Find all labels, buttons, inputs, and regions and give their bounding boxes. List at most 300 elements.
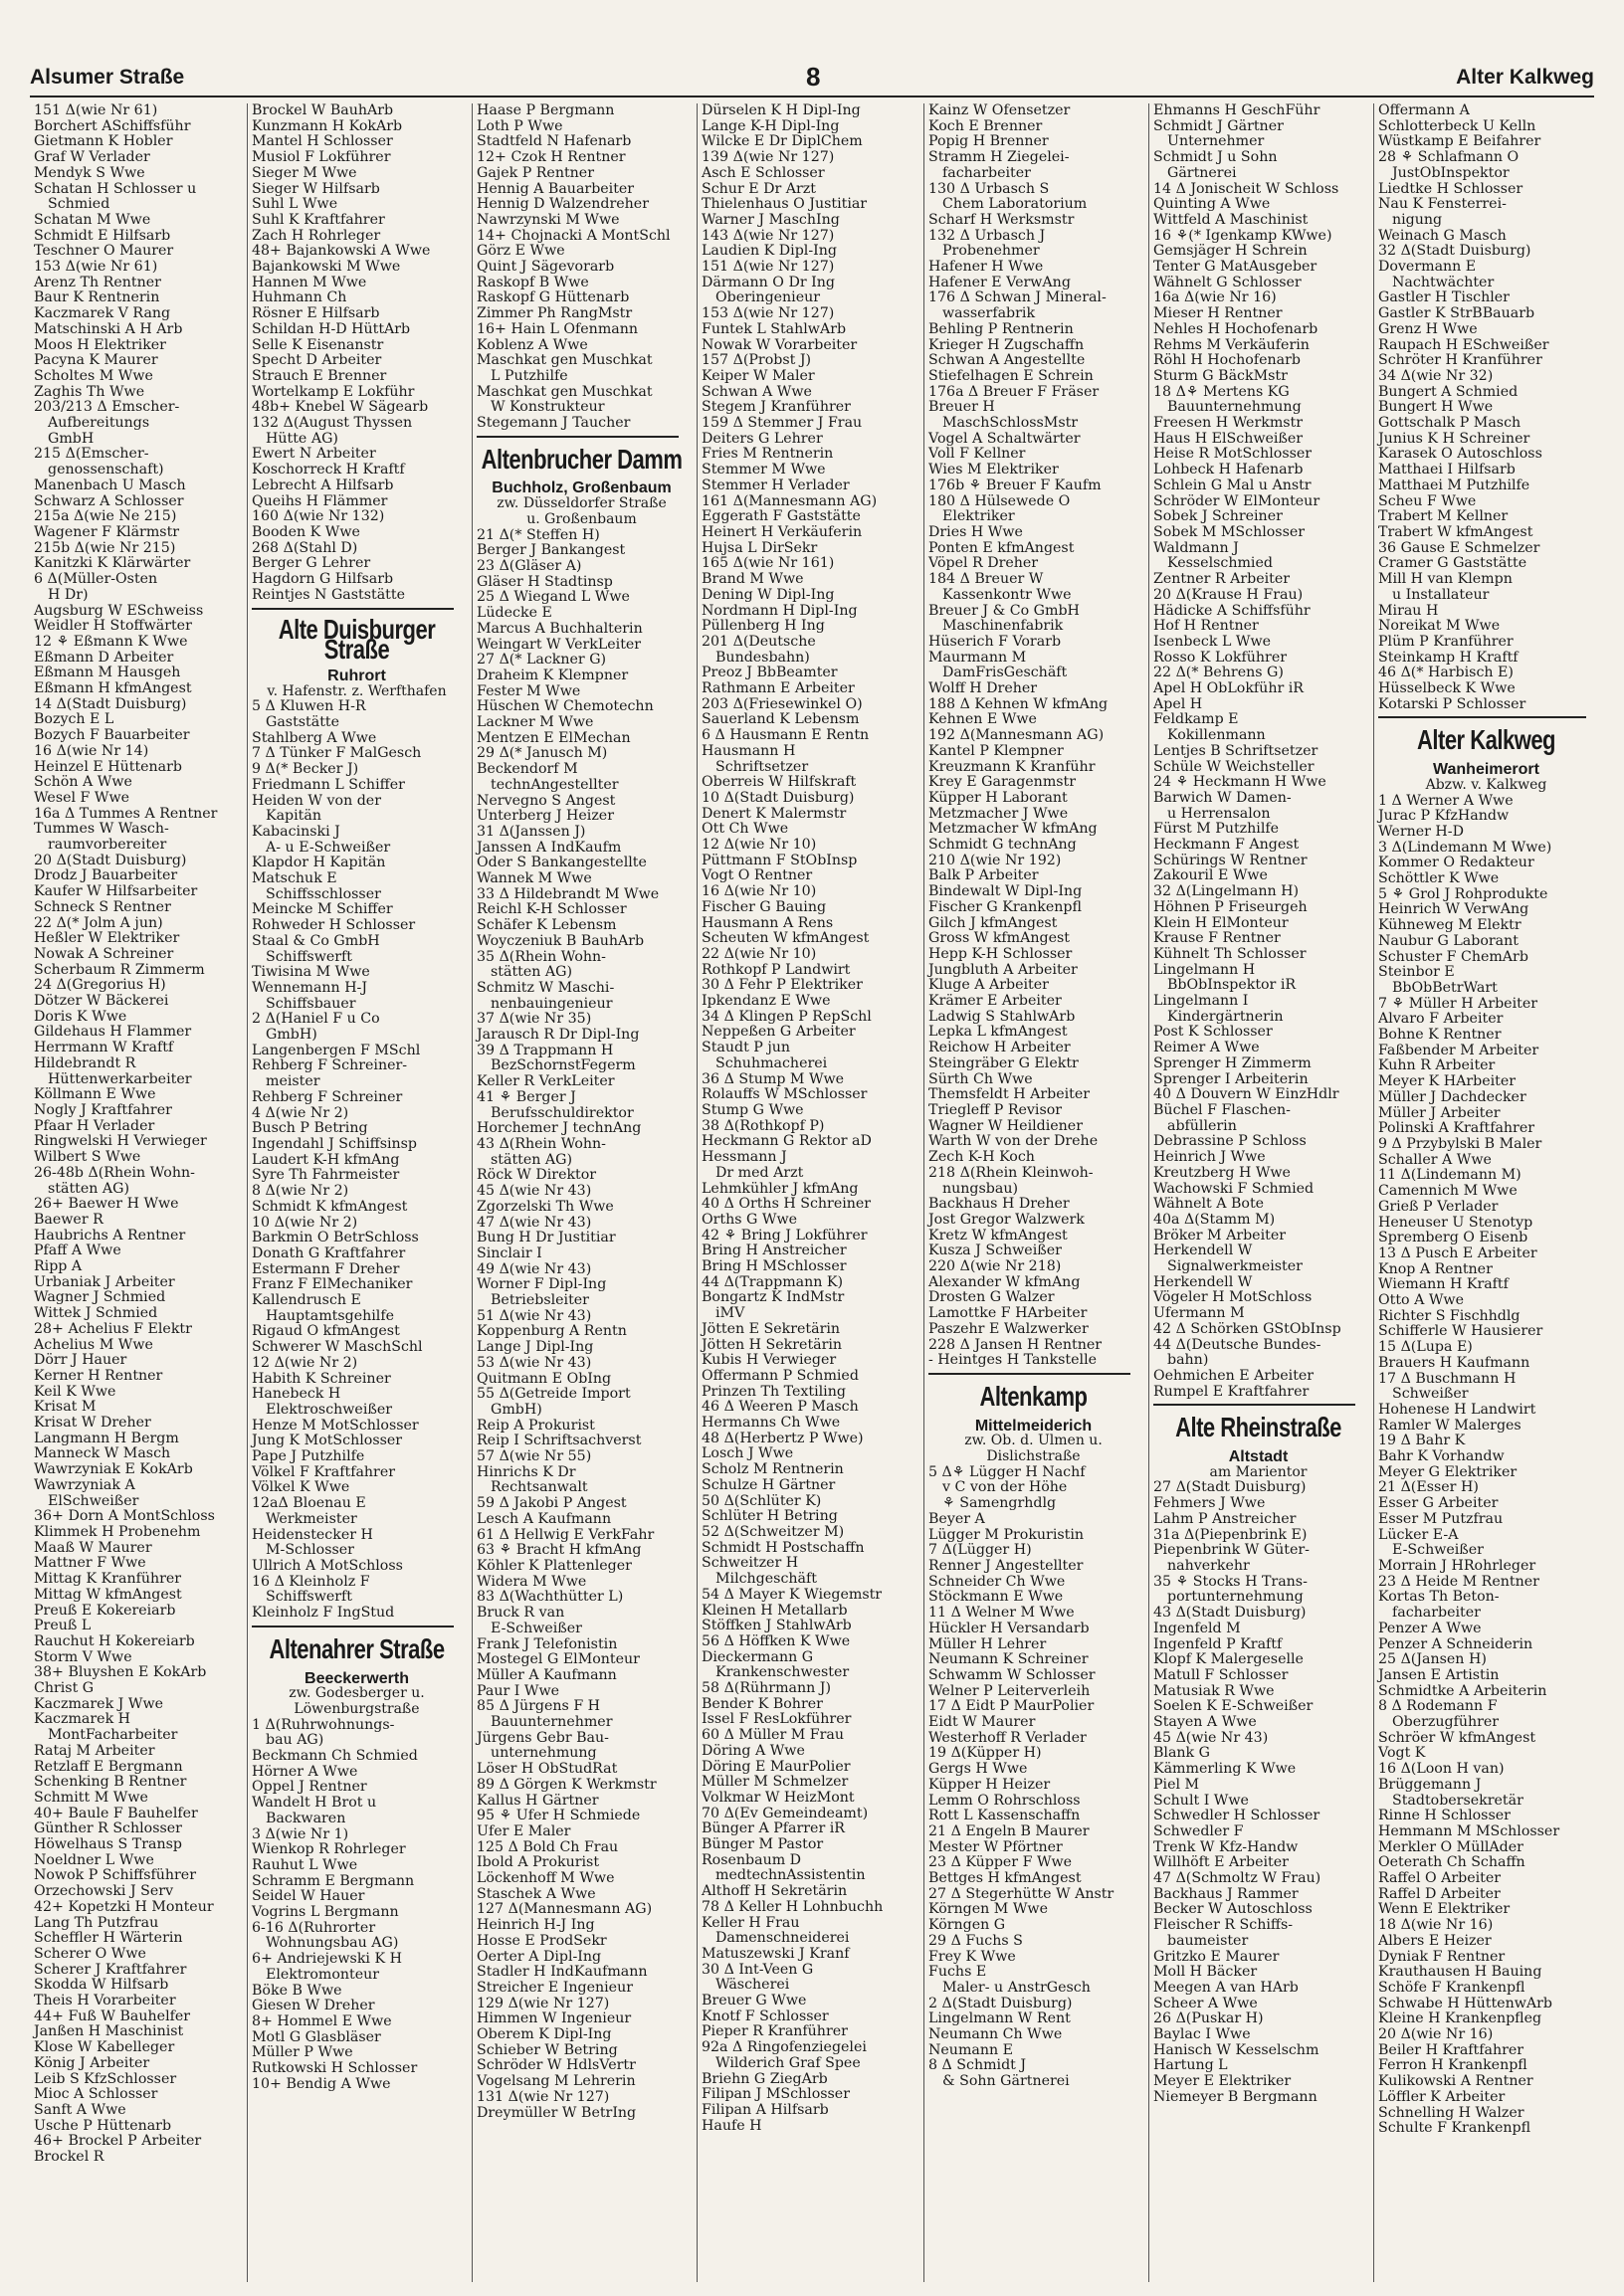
directory-entry: 184 Δ Breuer W bbox=[928, 571, 1044, 588]
directory-entry: Schult I Wwe bbox=[1153, 1792, 1249, 1809]
directory-entry: 48b+ Knebel W Sägearb bbox=[252, 399, 429, 416]
directory-entry: Stadtfeld N Hafenarb bbox=[477, 133, 632, 150]
directory-entry: Breuer G Wwe bbox=[702, 1993, 807, 2009]
directory-entry: Wawrzyniak A bbox=[34, 1476, 135, 1493]
directory-entry: Wesel F Wwe bbox=[34, 789, 130, 806]
directory-entry: Jurac P KfzHandw bbox=[1378, 808, 1510, 825]
directory-entry: 30 Δ Int-Veen G bbox=[702, 1961, 814, 1978]
directory-entry: Jung K MotSchlosser bbox=[252, 1433, 403, 1449]
entry-continuation: Kindergärtnerin bbox=[1167, 1008, 1284, 1025]
directory-entry: Rott L Kassenschaffn bbox=[928, 1808, 1081, 1824]
directory-entry: Mioc A Schlosser bbox=[34, 2086, 158, 2103]
directory-entry: Nogly J Kraftfahrer bbox=[34, 1102, 172, 1118]
directory-entry: Gross W kfmAngest bbox=[928, 930, 1070, 947]
directory-entry: Selle K Eisenanstr bbox=[252, 336, 384, 353]
directory-entry: Schulte F Krankenpfl bbox=[1378, 2120, 1531, 2137]
directory-entry: Bindewalt W Dipl-Ing bbox=[928, 883, 1083, 900]
directory-entry: Bring H MSchlosser bbox=[702, 1258, 847, 1275]
directory-entry: Camennich M Wwe bbox=[1378, 1183, 1518, 1200]
directory-entry: Spremberg O Eisenb bbox=[1378, 1230, 1528, 1246]
directory-entry: Wachowski F Schmied bbox=[1153, 1180, 1315, 1197]
directory-entry: Arenz Th Rentner bbox=[34, 274, 161, 290]
entry-continuation: BbObInspektor iR bbox=[1167, 977, 1297, 994]
directory-entry: Schuster F ChemArb bbox=[1378, 948, 1528, 965]
directory-entry: Wittek J Schmied bbox=[34, 1305, 158, 1322]
directory-entry: Laudien K Dipl-Ing bbox=[702, 243, 837, 260]
directory-entry: Sieger W Hilfsarb bbox=[252, 180, 380, 197]
directory-entry: Rehms M Verkäuferin bbox=[1153, 336, 1310, 353]
directory-entry: Quint J Sägevorarb bbox=[477, 259, 615, 276]
entry-continuation: M-Schlosser bbox=[266, 1542, 354, 1559]
directory-entry: Manenbach U Masch bbox=[34, 477, 186, 493]
directory-entry: Dyniak F Rentner bbox=[1378, 1948, 1506, 1965]
directory-entry: Hafener E VerwAng bbox=[928, 274, 1071, 290]
entry-continuation: bau AG) bbox=[266, 1732, 324, 1749]
directory-entry: 11 Δ(Lindemann M) bbox=[1378, 1167, 1522, 1184]
directory-entry: Matull F Schlosser bbox=[1153, 1666, 1289, 1683]
directory-entry: Bring H Anstreicher bbox=[702, 1243, 847, 1259]
directory-entry: Quitmann E ObIng bbox=[477, 1370, 612, 1387]
directory-entry: Kallus H Gärtner bbox=[477, 1792, 599, 1809]
street-heading: Altenbrucher Damm bbox=[481, 443, 683, 476]
directory-entry: Niemeyer B Bergmann bbox=[1153, 2088, 1318, 2105]
directory-entry: Müller A Kaufmann bbox=[477, 1666, 617, 1683]
directory-entry: Specht D Arbeiter bbox=[252, 352, 382, 369]
directory-entry: Schröter H Kranführer bbox=[1378, 352, 1542, 369]
entry-continuation: Gaststätte bbox=[266, 714, 340, 731]
entry-continuation: Damenschneiderei bbox=[715, 1930, 850, 1947]
directory-entry: Franz F ElMechaniker bbox=[252, 1276, 413, 1293]
street-heading: Alte Rheinstraße bbox=[1175, 1412, 1341, 1443]
directory-entry: Scheu F Wwe bbox=[1378, 492, 1477, 509]
directory-entry: Draheim K Klempner bbox=[477, 667, 629, 683]
entry-continuation: stätten AG) bbox=[491, 964, 573, 981]
entry-continuation: Schmied bbox=[48, 196, 110, 213]
directory-entry: Esser M Putzfrau bbox=[1378, 1510, 1504, 1527]
directory-entry: Herkendell W bbox=[1153, 1243, 1253, 1259]
entry-continuation: technAngestellter bbox=[491, 776, 619, 793]
directory-entry: Sinclair I bbox=[477, 1244, 542, 1261]
directory-entry: Scheffler H Wärterin bbox=[34, 1930, 183, 1947]
entry-continuation: Schiffsschlosser bbox=[266, 885, 381, 902]
directory-entry: Nordmann H Dipl-Ing bbox=[702, 602, 858, 619]
directory-entry: Sieger M Wwe bbox=[252, 164, 357, 181]
directory-entry: Lohbeck H Hafenarb bbox=[1153, 462, 1304, 478]
directory-entry: Woyczeniuk B BauhArb bbox=[477, 932, 645, 949]
directory-entry: Debrassine P Schloss bbox=[1153, 1133, 1307, 1150]
directory-entry: Moll H Bäcker bbox=[1153, 1964, 1258, 1981]
directory-entry: Huhmann Ch bbox=[252, 289, 347, 306]
directory-entry: Weingart W VerkLeiter bbox=[477, 636, 642, 653]
directory-entry: Lingelmann H bbox=[1153, 961, 1256, 978]
directory-entry: Stiefelhagen E Schrein bbox=[928, 367, 1094, 384]
directory-entry: 38 Δ(Rothkopf P) bbox=[702, 1117, 825, 1134]
directory-entry: Piepenbrink W Güter- bbox=[1153, 1542, 1310, 1559]
directory-entry: Paszehr E Walzwerker bbox=[928, 1320, 1089, 1337]
directory-entry: Hanisch W Kesselschm bbox=[1153, 2041, 1320, 2058]
directory-entry: Kämmerling K Wwe bbox=[1153, 1761, 1297, 1778]
directory-entry: Deiters G Lehrer bbox=[702, 430, 823, 447]
directory-entry: Drodz J Bauarbeiter bbox=[34, 867, 178, 884]
directory-entry: Willhöft E Arbeiter bbox=[1153, 1854, 1289, 1871]
directory-entry: Preuß E Kokereiarb bbox=[34, 1602, 176, 1619]
directory-entry: Schmidt J Gärtner bbox=[1153, 117, 1284, 134]
directory-entry: 33 Δ Hildebrandt M Wwe bbox=[477, 885, 660, 902]
directory-entry: Beckmann Ch Schmied bbox=[252, 1748, 418, 1765]
directory-entry: Stramm H Ziegelei- bbox=[928, 149, 1070, 166]
entry-continuation: u Installateur bbox=[1392, 586, 1490, 603]
entry-continuation: H Dr) bbox=[48, 586, 89, 603]
directory-entry: Beyer A bbox=[928, 1510, 985, 1527]
entry-continuation: DamFrisGeschäft bbox=[942, 665, 1068, 681]
directory-entry: Dötzer W Bäckerei bbox=[34, 993, 169, 1010]
directory-entry: Kühneweg M Elektr bbox=[1378, 917, 1522, 934]
directory-entry: Issel F ResLokführer bbox=[702, 1711, 852, 1728]
directory-entry: 29 Δ Fuchs S bbox=[928, 1932, 1023, 1949]
directory-entry: Lücker E-A bbox=[1378, 1526, 1459, 1543]
directory-entry: Ladwig S StahlwArb bbox=[928, 1008, 1076, 1025]
entry-continuation: Oberzugführer bbox=[1392, 1714, 1500, 1731]
directory-entry: Heidenstecker H bbox=[252, 1526, 373, 1543]
directory-entry: Volkmar W HeizMont bbox=[702, 1789, 855, 1806]
directory-entry: 55 Δ(Getreide Import bbox=[477, 1386, 631, 1403]
directory-entry: Fischer G Krankenpfl bbox=[928, 898, 1082, 915]
directory-entry: Püllenberg H Ing bbox=[702, 618, 825, 635]
directory-entry: Neppeßen G Arbeiter bbox=[702, 1024, 856, 1041]
directory-columns bbox=[30, 103, 1594, 2282]
directory-entry: Hüschen W Chemotechn bbox=[477, 698, 654, 715]
directory-entry: Denert K Malermstr bbox=[702, 805, 847, 822]
directory-entry: Koppenburg A Rentn bbox=[477, 1323, 627, 1340]
directory-entry: 44 Δ(Deutsche Bundes- bbox=[1153, 1336, 1321, 1353]
directory-entry: Retzlaff E Bergmann bbox=[34, 1758, 183, 1775]
directory-entry: Müller M Schmelzer bbox=[702, 1774, 849, 1791]
entry-continuation: Oberingenieur bbox=[715, 289, 821, 306]
directory-entry: Schwerer W MaschSchl bbox=[252, 1339, 423, 1356]
directory-entry: 6 Δ Hausmann E Rentn bbox=[702, 727, 870, 744]
directory-entry: Langenbergen F MSchl bbox=[252, 1042, 421, 1058]
directory-entry: Laudert K-H kfmAng bbox=[252, 1151, 400, 1168]
directory-entry: Scheer A Wwe bbox=[1153, 1995, 1258, 2011]
directory-entry: Bettges H kfmAngest bbox=[928, 1870, 1082, 1887]
directory-entry: 176 Δ Schwan J Mineral- bbox=[928, 289, 1107, 306]
directory-entry: 153 Δ(wie Nr 61) bbox=[34, 259, 158, 276]
directory-entry: Mantel H Schlosser bbox=[252, 133, 393, 150]
directory-entry: 34 Δ(wie Nr 32) bbox=[1378, 367, 1494, 384]
directory-entry: 8 Δ Schmidt J bbox=[928, 2057, 1027, 2074]
entry-continuation: medtechnAssistentin bbox=[715, 1867, 866, 1884]
directory-entry: Rumpel E Kraftfahrer bbox=[1153, 1383, 1310, 1400]
entry-continuation: unternehmung bbox=[491, 1745, 597, 1762]
directory-entry: 32 Δ(Stadt Duisburg) bbox=[1378, 243, 1531, 260]
directory-entry: Mentzen E ElMechan bbox=[477, 729, 631, 746]
page-number: 8 bbox=[806, 62, 821, 92]
directory-entry: 24 Δ(Gregorius H) bbox=[34, 977, 166, 994]
directory-entry: Schwarz A Schlosser bbox=[34, 492, 184, 509]
directory-entry: Büchel F Flaschen- bbox=[1153, 1102, 1291, 1118]
directory-entry: Rutkowski H Schlosser bbox=[252, 2060, 418, 2077]
directory-entry: Gastler H Tischler bbox=[1378, 289, 1510, 306]
directory-entry: Becker W Autoschloss bbox=[1153, 1901, 1313, 1918]
directory-entry: Koblenz A Wwe bbox=[477, 336, 588, 353]
column-6 bbox=[1148, 103, 1363, 2282]
directory-entry: Otto A Wwe bbox=[1378, 1292, 1464, 1309]
directory-entry: Eßmann D Arbeiter bbox=[34, 649, 174, 666]
directory-entry: 45 Δ(wie Nr 43) bbox=[1153, 1729, 1269, 1746]
directory-entry: Schmidtke A Arbeiterin bbox=[1378, 1682, 1547, 1699]
directory-entry: Schüle W Weichsteller bbox=[1153, 758, 1315, 775]
directory-entry: 40a Δ(Stamm M) bbox=[1153, 1211, 1276, 1228]
directory-entry: Dries H Wwe bbox=[928, 523, 1023, 540]
directory-entry: Leib S KfzSchlosser bbox=[34, 2070, 177, 2087]
directory-entry: Matusiak R Wwe bbox=[1153, 1682, 1275, 1699]
directory-entry: 28+ Achelius F Elektr bbox=[34, 1320, 192, 1337]
directory-entry: Kulikowski A Rentner bbox=[1378, 2073, 1533, 2090]
directory-entry: Rolauffs W MSchlosser bbox=[702, 1086, 868, 1103]
directory-entry: Himmen W Ingenieur bbox=[477, 2010, 632, 2027]
directory-entry: 57 Δ(wie Nr 55) bbox=[477, 1448, 592, 1465]
directory-entry: Ponten E kfmAngest bbox=[928, 539, 1075, 556]
entry-continuation: Unternehmer bbox=[1167, 133, 1265, 150]
directory-entry: Rothkopf P Landwirt bbox=[702, 961, 851, 978]
entry-continuation: GmbH) bbox=[266, 1027, 317, 1044]
directory-entry: Lehmkühler J kfmAng bbox=[702, 1180, 859, 1197]
directory-entry: Giesen W Dreher bbox=[252, 1998, 375, 2014]
directory-entry: Schön A Wwe bbox=[34, 774, 132, 791]
directory-entry: König J Arbeiter bbox=[34, 2054, 150, 2071]
directory-entry: 31 Δ(Janssen J) bbox=[477, 823, 586, 840]
entry-continuation: JustObInspektor bbox=[1392, 164, 1510, 181]
directory-entry: Sobek M MSchlosser bbox=[1153, 523, 1306, 540]
directory-entry: Dening W Dipl-Ing bbox=[702, 586, 835, 603]
directory-entry: Stöffken J StahlwArb bbox=[702, 1618, 852, 1634]
directory-entry: Meyer G Elektriker bbox=[1378, 1463, 1518, 1480]
directory-entry: 176a Δ Breuer F Fräser bbox=[928, 383, 1100, 400]
directory-entry: 36 Δ Stump M Wwe bbox=[702, 1070, 845, 1087]
entry-continuation: Dr med Arzt bbox=[715, 1164, 804, 1181]
directory-entry: Gietmann K Hobler bbox=[34, 133, 173, 150]
directory-entry: 26-48b Δ(Rhein Wohn- bbox=[34, 1164, 195, 1181]
directory-entry: Hof H Rentner bbox=[1153, 618, 1259, 635]
directory-entry: 47 Δ(Schmoltz W Frau) bbox=[1153, 1870, 1321, 1887]
directory-entry: Dieckermann G bbox=[702, 1648, 814, 1665]
directory-entry: 143 Δ(wie Nr 127) bbox=[702, 227, 835, 244]
directory-entry: Schäfer K Lebensm bbox=[477, 917, 617, 934]
entry-continuation: Milchgeschäft bbox=[715, 1571, 817, 1588]
section-note: zw. Düsseldorfer Straße bbox=[497, 495, 667, 512]
entry-continuation: Stadtobersekretär bbox=[1392, 1792, 1523, 1809]
directory-entry: Orzechowski J Serv bbox=[34, 1883, 174, 1900]
directory-entry: Löffler K Arbeiter bbox=[1378, 2088, 1506, 2105]
directory-entry: 23 Δ Küpper F Wwe bbox=[928, 1854, 1073, 1871]
directory-entry: 11 Δ Welner M Wwe bbox=[928, 1605, 1075, 1622]
directory-entry: Mostegel G ElMonteur bbox=[477, 1651, 640, 1668]
directory-entry: Bünger A Pfarrer iR bbox=[702, 1820, 845, 1837]
district-heading: Beeckerwerth bbox=[304, 1669, 409, 1687]
directory-entry: Völkel K Wwe bbox=[252, 1479, 350, 1496]
directory-entry: Wolff H Dreher bbox=[928, 680, 1038, 697]
directory-entry: Wenn E Elektriker bbox=[1378, 1901, 1511, 1918]
directory-entry: Bahr K Vorhandw bbox=[1378, 1448, 1505, 1465]
directory-entry: Schulze H Gärtner bbox=[702, 1476, 836, 1493]
directory-entry: Wähnelt A Bote bbox=[1153, 1196, 1265, 1213]
directory-entry: 27 Δ Stegerhütte W Anstr bbox=[928, 1885, 1115, 1902]
directory-entry: 6+ Andriejewski K H bbox=[252, 1951, 402, 1968]
directory-entry: Jungbluth A Arbeiter bbox=[928, 961, 1078, 978]
directory-entry: Lang Th Putzfrau bbox=[34, 1914, 159, 1931]
directory-entry: Vogrins L Bergmann bbox=[252, 1904, 399, 1921]
directory-entry: Völkel F Kraftfahrer bbox=[252, 1463, 396, 1480]
entry-continuation: v C von der Höhe bbox=[942, 1479, 1068, 1496]
directory-entry: 153 Δ(wie Nr 127) bbox=[702, 305, 835, 322]
directory-entry: 83 Δ(Wachthütter L) bbox=[477, 1589, 624, 1606]
entry-continuation: Berufsschuldirektor bbox=[491, 1104, 634, 1121]
entry-continuation: Schriftsetzer bbox=[715, 758, 809, 775]
directory-entry: Janssen A IndKaufm bbox=[477, 839, 622, 856]
directory-entry: Oerter A Dipl-Ing bbox=[477, 1948, 602, 1965]
directory-entry: Reip A Prokurist bbox=[477, 1417, 595, 1434]
directory-entry: Lackner M Wwe bbox=[477, 714, 594, 731]
entry-continuation: Probenehmer bbox=[942, 243, 1040, 260]
directory-entry: Preoz J BbBeamter bbox=[702, 665, 838, 681]
directory-entry: Ott Ch Wwe bbox=[702, 821, 789, 838]
directory-entry: Kleine H Krankenpfleg bbox=[1378, 2010, 1542, 2027]
district-heading: Buchholz, Großenbaum bbox=[492, 479, 672, 497]
directory-entry: Nawrzynski M Wwe bbox=[477, 211, 620, 228]
directory-entry: Matthaei M Putzhilfe bbox=[1378, 477, 1530, 493]
directory-entry: 49 Δ(wie Nr 43) bbox=[477, 1260, 592, 1277]
directory-entry: Rehberg F Schreiner- bbox=[252, 1057, 408, 1074]
directory-entry: 42 ⚘ Bring J Lokführer bbox=[702, 1227, 868, 1244]
directory-entry: 192 Δ(Mannesmann AG) bbox=[928, 727, 1105, 744]
directory-entry: Backhaus H Dreher bbox=[928, 1196, 1070, 1213]
entry-continuation: portunternehmung bbox=[1167, 1589, 1304, 1606]
directory-entry: Reintjes N Gaststätte bbox=[252, 586, 405, 603]
directory-entry: Sturm G BäckMstr bbox=[1153, 367, 1288, 384]
entry-continuation: Betriebsleiter bbox=[491, 1292, 589, 1309]
directory-entry: Esser G Arbeiter bbox=[1378, 1495, 1499, 1512]
directory-entry: 6-16 Δ(Ruhrorter bbox=[252, 1919, 376, 1936]
directory-entry: Neumann E bbox=[928, 2041, 1014, 2058]
directory-entry: Koch E Brenner bbox=[928, 117, 1043, 134]
directory-entry: Lange K-H Dipl-Ing bbox=[702, 117, 840, 134]
directory-entry: 12 Δ(wie Nr 2) bbox=[252, 1354, 358, 1371]
directory-entry: Hüserich F Vorarb bbox=[928, 633, 1062, 650]
directory-entry: 203/213 Δ Emscher- bbox=[34, 399, 180, 416]
directory-entry: 22 Δ(* Jolm A jun) bbox=[34, 914, 163, 931]
directory-entry: Meincke M Schiffer bbox=[252, 901, 393, 918]
entry-continuation: MaschSchlossMstr bbox=[942, 415, 1079, 432]
directory-entry: Langmann H Bergm bbox=[34, 1430, 179, 1446]
directory-entry: Kreuzmann K Kranführ bbox=[928, 758, 1096, 775]
directory-entry: Meyer K HArbeiter bbox=[1378, 1073, 1517, 1090]
directory-entry: Jansen E Artistin bbox=[1378, 1666, 1500, 1683]
directory-entry: Heinrich J Wwe bbox=[1153, 1149, 1266, 1166]
entry-continuation: stätten AG) bbox=[491, 1151, 573, 1168]
directory-entry: Schatan M Wwe bbox=[34, 211, 151, 228]
directory-entry: 5 Δ Kluwen H-R bbox=[252, 698, 366, 715]
directory-entry: Wilcke E Dr DiplChem bbox=[702, 133, 863, 150]
directory-entry: Stöckmann E Wwe bbox=[928, 1589, 1064, 1606]
directory-entry: 58 Δ(Rührmann J) bbox=[702, 1680, 832, 1697]
directory-entry: Oppel J Rentner bbox=[252, 1779, 367, 1796]
directory-entry: Scharf H Werksmstr bbox=[928, 211, 1075, 228]
directory-entry: Teschner O Maurer bbox=[34, 243, 174, 260]
directory-entry: 21 Δ(Esser H) bbox=[1378, 1479, 1479, 1496]
directory-entry: Piel M bbox=[1153, 1776, 1200, 1793]
directory-entry: Stadler H IndKaufmann bbox=[477, 1964, 648, 1981]
directory-entry: Drosten G Walzer bbox=[928, 1289, 1055, 1306]
directory-entry: Tummes W Wasch- bbox=[34, 821, 169, 838]
directory-entry: Filipan J MSchlosser bbox=[702, 2086, 850, 2103]
directory-entry: Fleischer R Schiffs- bbox=[1153, 1917, 1294, 1934]
directory-entry: Penzer A Schneiderin bbox=[1378, 1635, 1533, 1652]
directory-entry: Ibold A Prokurist bbox=[477, 1854, 600, 1871]
directory-entry: Filipan A Hilfsarb bbox=[702, 2102, 829, 2118]
directory-entry: 157 Δ(Probst J) bbox=[702, 352, 812, 369]
directory-entry: Barkmin O BetrSchloss bbox=[252, 1230, 419, 1246]
entry-continuation: Maler- u AnstrGesch bbox=[942, 1979, 1091, 1996]
directory-entry: 8 Δ(wie Nr 2) bbox=[252, 1183, 349, 1200]
entry-continuation: GmbH) bbox=[491, 1401, 542, 1418]
directory-entry: Mendyk S Wwe bbox=[34, 164, 145, 181]
directory-entry: Waldmann J bbox=[1153, 539, 1239, 556]
directory-entry: Ramler W Malerges bbox=[1378, 1417, 1522, 1434]
directory-entry: Dörr J Hauer bbox=[34, 1352, 127, 1369]
directory-entry: Kuhn R Arbeiter bbox=[1378, 1057, 1496, 1074]
directory-entry: Kubis H Verwieger bbox=[702, 1352, 837, 1369]
entry-continuation: Gärtnerei bbox=[1167, 164, 1237, 181]
directory-entry: Mester W Pförtner bbox=[928, 1838, 1063, 1855]
directory-entry: Krause F Rentner bbox=[1153, 930, 1281, 947]
directory-entry: 8 Δ Rodemann F bbox=[1378, 1698, 1498, 1715]
directory-entry: 18 Δ⚘ Mertens KG bbox=[1153, 383, 1290, 400]
section-note: zw. Godesberger u. bbox=[289, 1685, 425, 1702]
directory-entry: Plüm P Kranführer bbox=[1378, 633, 1514, 650]
directory-entry: Lentjes B Schriftsetzer bbox=[1153, 742, 1319, 759]
directory-entry: Krieger H Zugschaffn bbox=[928, 336, 1085, 353]
column-5 bbox=[923, 103, 1138, 2282]
directory-entry: 14 Δ(Stadt Duisburg) bbox=[34, 695, 187, 712]
directory-entry: Brüggemann J bbox=[1378, 1776, 1482, 1793]
entry-continuation: L Putzhilfe bbox=[491, 367, 568, 384]
directory-entry: 30 Δ Fehr P Elektriker bbox=[702, 977, 863, 994]
directory-entry: Freesen H Werkmstr bbox=[1153, 415, 1304, 432]
directory-entry: Ufer E Maler bbox=[477, 1822, 571, 1839]
directory-entry: Schröder W ElMonteur bbox=[1153, 492, 1320, 509]
directory-entry: Nervegno S Angest bbox=[477, 792, 616, 809]
directory-entry: Schwamm W Schlosser bbox=[928, 1666, 1096, 1683]
directory-entry: Lepka L kfmAngest bbox=[928, 1024, 1068, 1041]
directory-entry: Hörner A Wwe bbox=[252, 1763, 358, 1780]
directory-entry: 7 ⚘ Müller H Arbeiter bbox=[1378, 995, 1537, 1012]
directory-entry: Losch J Wwe bbox=[702, 1445, 794, 1462]
directory-entry: Matuszewski J Kranf bbox=[702, 1945, 850, 1962]
directory-entry: Musiol F Lokführer bbox=[252, 149, 391, 166]
directory-entry: Worner F Dipl-Ing bbox=[477, 1276, 607, 1293]
directory-entry: Fuchs E bbox=[928, 1964, 987, 1981]
directory-entry: Schwedler F bbox=[1153, 1822, 1244, 1839]
directory-entry: Sobek J Schreiner bbox=[1153, 508, 1283, 525]
directory-entry: Matthaei I Hilfsarb bbox=[1378, 462, 1516, 478]
directory-entry: Ingendahl J Schiffsinsp bbox=[252, 1136, 418, 1152]
entry-continuation: ElSchweißer bbox=[48, 1492, 139, 1509]
directory-entry: 10+ Bendig A Wwe bbox=[252, 2075, 391, 2092]
directory-entry: Heinrich W VerwAng bbox=[1378, 901, 1529, 918]
directory-entry: Voll F Kellner bbox=[928, 446, 1026, 463]
directory-entry: Hückler H Versandarb bbox=[928, 1620, 1090, 1636]
directory-entry: Warth W von der Drehe bbox=[928, 1133, 1099, 1150]
